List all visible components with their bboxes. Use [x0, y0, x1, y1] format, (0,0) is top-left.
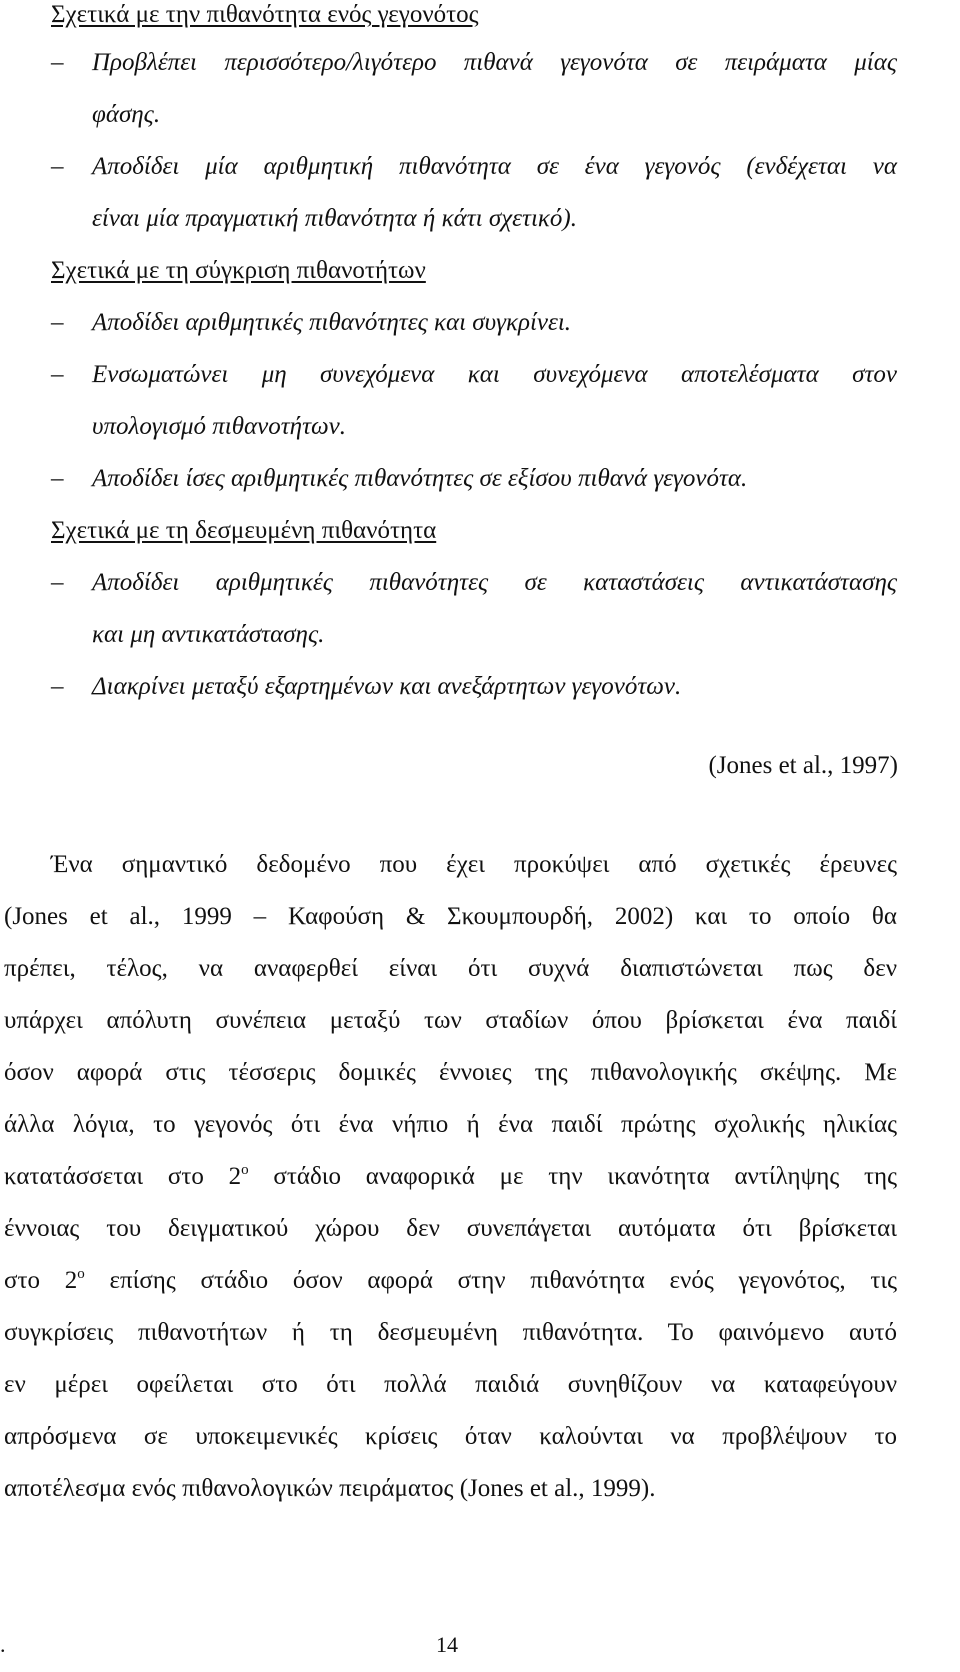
paragraph-line: Ένα σημαντικό δεδομένο που έχει προκύψει από σχετικές έρευνες	[51, 851, 897, 878]
list-item-line: Ενσωματώνει μη συνεχόμενα και συνεχόμενα αποτελέσματα στον	[92, 361, 897, 388]
paragraph-line-prefix: κατατάσσεται στο 2	[4, 1163, 242, 1190]
paragraph-line: υπάρχει απόλυτη συνέπεια μεταξύ των σταδίων όπου βρίσκεται ένα παιδί	[4, 1007, 897, 1034]
paragraph-line: συγκρίσεις πιθανοτήτων ή τη δεσμευμένη πιθανότητα. Το φαινόμενο αυτό	[4, 1319, 897, 1346]
paragraph-line: πρέπει, τέλος, να αναφερθεί είναι ότι συχνά διαπιστώνεται πως δεν	[4, 955, 897, 982]
list-dash: –	[51, 465, 64, 492]
citation: (Jones et al., 1997)	[708, 752, 898, 779]
list-dash: –	[51, 361, 64, 388]
paragraph-line	[4, 1162, 897, 1192]
list-item-line: Διακρίνει μεταξύ εξαρτημένων και ανεξάρτητων γεγονότων.	[92, 673, 682, 700]
list-item-line: Αποδίδει μία αριθμητική πιθανότητα σε ένα γεγονός (ενδέχεται να	[92, 153, 897, 180]
paragraph-line: αποτέλεσμα ενός πιθανολογικών πειράματος (Jones et al., 1999).	[4, 1475, 656, 1502]
paragraph-line-prefix: στο 2	[4, 1267, 78, 1294]
list-dash: –	[51, 49, 64, 76]
footer-dot: .	[0, 1632, 6, 1657]
list-dash: –	[51, 569, 64, 596]
ordinal-superscript: ο	[77, 1266, 85, 1282]
list-item-line: Αποδίδει αριθμητικές πιθανότητες σε καταστάσεις αντικατάστασης	[92, 569, 897, 596]
list-item-continuation: και μη αντικατάστασης.	[92, 621, 325, 648]
section-heading-conditional-probability: Σχετικά με τη δεσμευμένη πιθανότητα	[51, 517, 437, 544]
paragraph-line: έννοιας του δειγματικού χώρου δεν συνεπάγεται αυτόματα ότι βρίσκεται	[4, 1215, 897, 1242]
list-item-line: Προβλέπει περισσότερο/λιγότερο πιθανά γεγονότα σε πειράματα μίας	[92, 49, 897, 76]
list-item-continuation: υπολογισμό πιθανοτήτων.	[92, 413, 347, 440]
paragraph-line-rest: επίσης στάδιο όσον αφορά στην πιθανότητα ενός γεγονότος, τις	[109, 1267, 898, 1294]
list-dash: –	[51, 309, 64, 336]
paragraph-line: (Jones et al., 1999 – Καφούση & Σκουμπουρδή, 2002) και το οποίο θα	[4, 903, 897, 930]
paragraph-line: απρόσμενα σε υποκειμενικές κρίσεις όταν καλούνται να προβλέψουν το	[4, 1423, 897, 1450]
list-item-line: Αποδίδει ίσες αριθμητικές πιθανότητες σε εξίσου πιθανά γεγονότα.	[92, 465, 748, 492]
paragraph-line: άλλα λόγια, το γεγονός ότι ένα νήπιο ή ένα παιδί πρώτης σχολικής ηλικίας	[4, 1111, 897, 1138]
list-dash: –	[51, 673, 64, 700]
paragraph-line: εν μέρει οφείλεται στο ότι πολλά παιδιά συνηθίζουν να καταφεύγουν	[4, 1371, 897, 1398]
list-dash: –	[51, 153, 64, 180]
ordinal-superscript: ο	[241, 1162, 249, 1178]
list-item-line: Αποδίδει αριθμητικές πιθανότητες και συγκρίνει.	[92, 309, 572, 336]
paragraph-line	[4, 1266, 897, 1296]
page-number: 14	[436, 1632, 458, 1657]
list-item-continuation: είναι μία πραγματική πιθανότητα ή κάτι σχετικό).	[92, 205, 577, 232]
section-heading-probability-comparison: Σχετικά με τη σύγκριση πιθανοτήτων	[51, 257, 426, 284]
list-item-continuation: φάσης.	[92, 101, 161, 128]
section-heading-event-probability: Σχετικά με την πιθανότητα ενός γεγονότος	[51, 1, 479, 28]
paragraph-line: όσον αφορά στις τέσσερις δομικές έννοιες της πιθανολογικής σκέψης. Με	[4, 1059, 897, 1086]
paragraph-line-rest: στάδιο αναφορικά με την ικανότητα αντίληψης της	[273, 1163, 897, 1190]
